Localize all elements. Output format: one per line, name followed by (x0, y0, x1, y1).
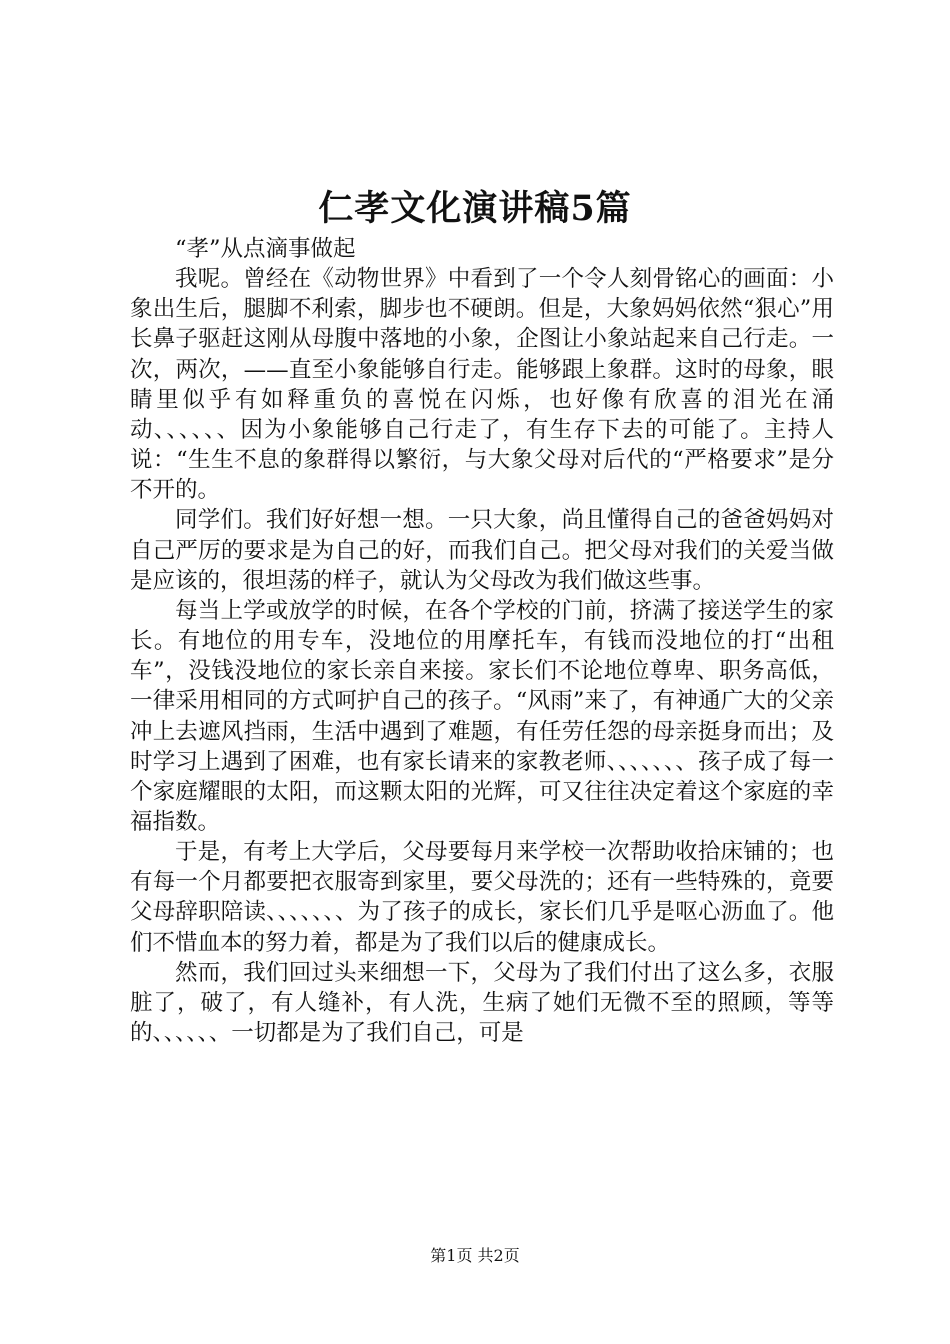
paragraph-5: 然而，我们回过头来细想一下，父母为了我们付出了这么多，衣服脏了，破了，有人缝补，有人洗，生病了她们无微不至的照顾，等等的、、、、、、一切都是为了我们自己，可是 (130, 959, 834, 1047)
paragraph-2: 同学们。我们好好想一想。一只大象，尚且懂得自己的爸爸妈妈对自己严厉的要求是为自己的好，而我们自己。把父母对我们的关爱当做是应该的，很坦荡的样子，就认为父母改为我们做这些事。 (130, 507, 834, 594)
section-subtitle: “孝”从点滴事做起 (175, 236, 356, 262)
document-title: 仁孝文化演讲稿5篇 (318, 188, 632, 229)
paragraph-3: 每当上学或放学的时候，在各个学校的门前，挤满了接送学生的家长。有地位的用专车，没地位的用摩托车，有钱而没地位的打“出租车”，没钱没地位的家长亲自来接。家长们不论地位尊卑、职务高低，一律采用相同的方式呵护自己的孩子。“风雨”来了，有神通广大的父亲冲上去遮风挡雨，生活中遇到了难题，有任劳任怨的母亲挺身而出；及时学习上遇到了困难，也有家长请来的家教老师、、、、、、、孩子成了每一个家庭耀眼的太阳，而这颗太阳的光辉，可又往往决定着这个家庭的幸福指数。 (130, 597, 834, 835)
paragraph-1: 我呢。曾经在《动物世界》中看到了一个令人刻骨铭心的画面：小象出生后，腿脚不利索，脚步也不硬朗。但是，大象妈妈依然“狠心”用长鼻子驱赶这刚从母腹中落地的小象，企图让小象站起来自己行走。一次，两次，——直至小象能够自行走。能够跟上象群。这时的母象，眼睛里似乎有如释重负的喜悦在闪烁，也好像有欣喜的泪光在涌动、、、、、、因为小象能够自己行走了，有生存下去的可能了。主持人说：“生生不息的象群得以繁衍，与大象父母对后代的“严格要求”是分不开的。 (130, 266, 834, 504)
document-body (130, 234, 834, 1048)
paragraph-4: 于是，有考上大学后，父母要每月来学校一次帮助收拾床铺的；也有每一个月都要把衣服寄到家里，要父母洗的；还有一些特殊的，竟要父母辞职陪读、、、、、、、为了孩子的成长，家长们几乎是呕心沥血了。他们不惜血本的努力着，都是为了我们以后的健康成长。 (130, 839, 834, 956)
page-footer: 第1页 共2页 (430, 1246, 520, 1265)
